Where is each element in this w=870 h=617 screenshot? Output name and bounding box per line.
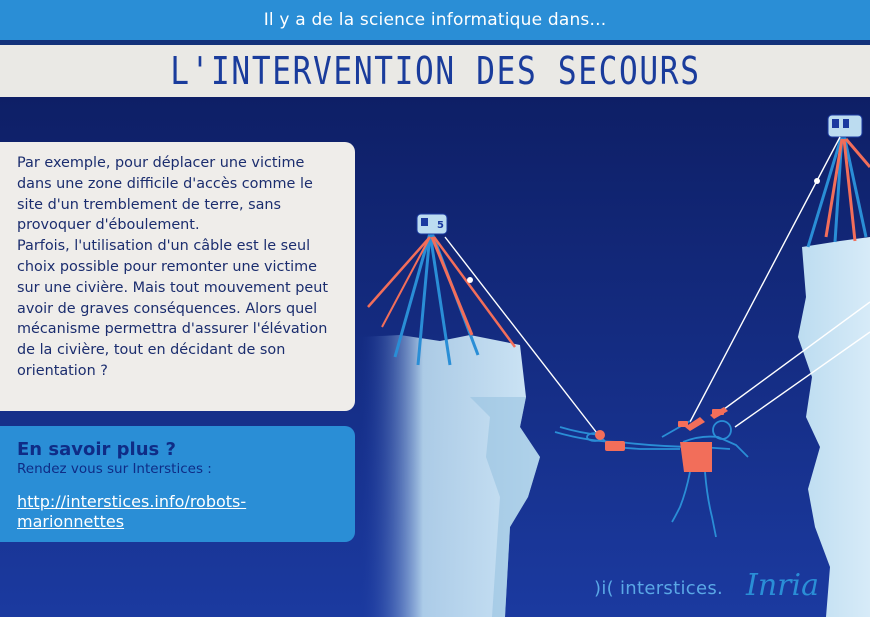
page-title: L'INTERVENTION DES SECOURS — [169, 49, 701, 93]
interstices-link[interactable]: http://interstices.info/robots-marionnettes — [17, 492, 247, 531]
banner-text: Il y a de la science informatique dans... — [263, 10, 607, 30]
top-banner — [0, 0, 870, 40]
interstices-logo: )i( interstices. — [594, 578, 724, 599]
info-card — [0, 142, 355, 411]
title-band — [0, 45, 870, 97]
svg-text:5: 5 — [437, 220, 444, 231]
inria-logo: Inria — [746, 568, 819, 603]
more-subtitle: Rendez vous sur Interstices : — [17, 461, 212, 477]
more-title: En savoir plus ? — [17, 439, 176, 460]
more-info-card — [0, 426, 355, 542]
info-paragraph: Par exemple, pour déplacer une victime dans une zone difficile d'accès comme le site d'un tremblement de terre, sans provoquer d'éboulement. Parfois, l'utilisation d'un câble est le seul choix possible pour remonter une victime sur une civière. Mais tout mouvement peut avoir de graves conséquences. Alors quel mécanisme permettra d'assurer l'élévation de la civière, tout en décidant de son orientation ? — [17, 155, 329, 379]
